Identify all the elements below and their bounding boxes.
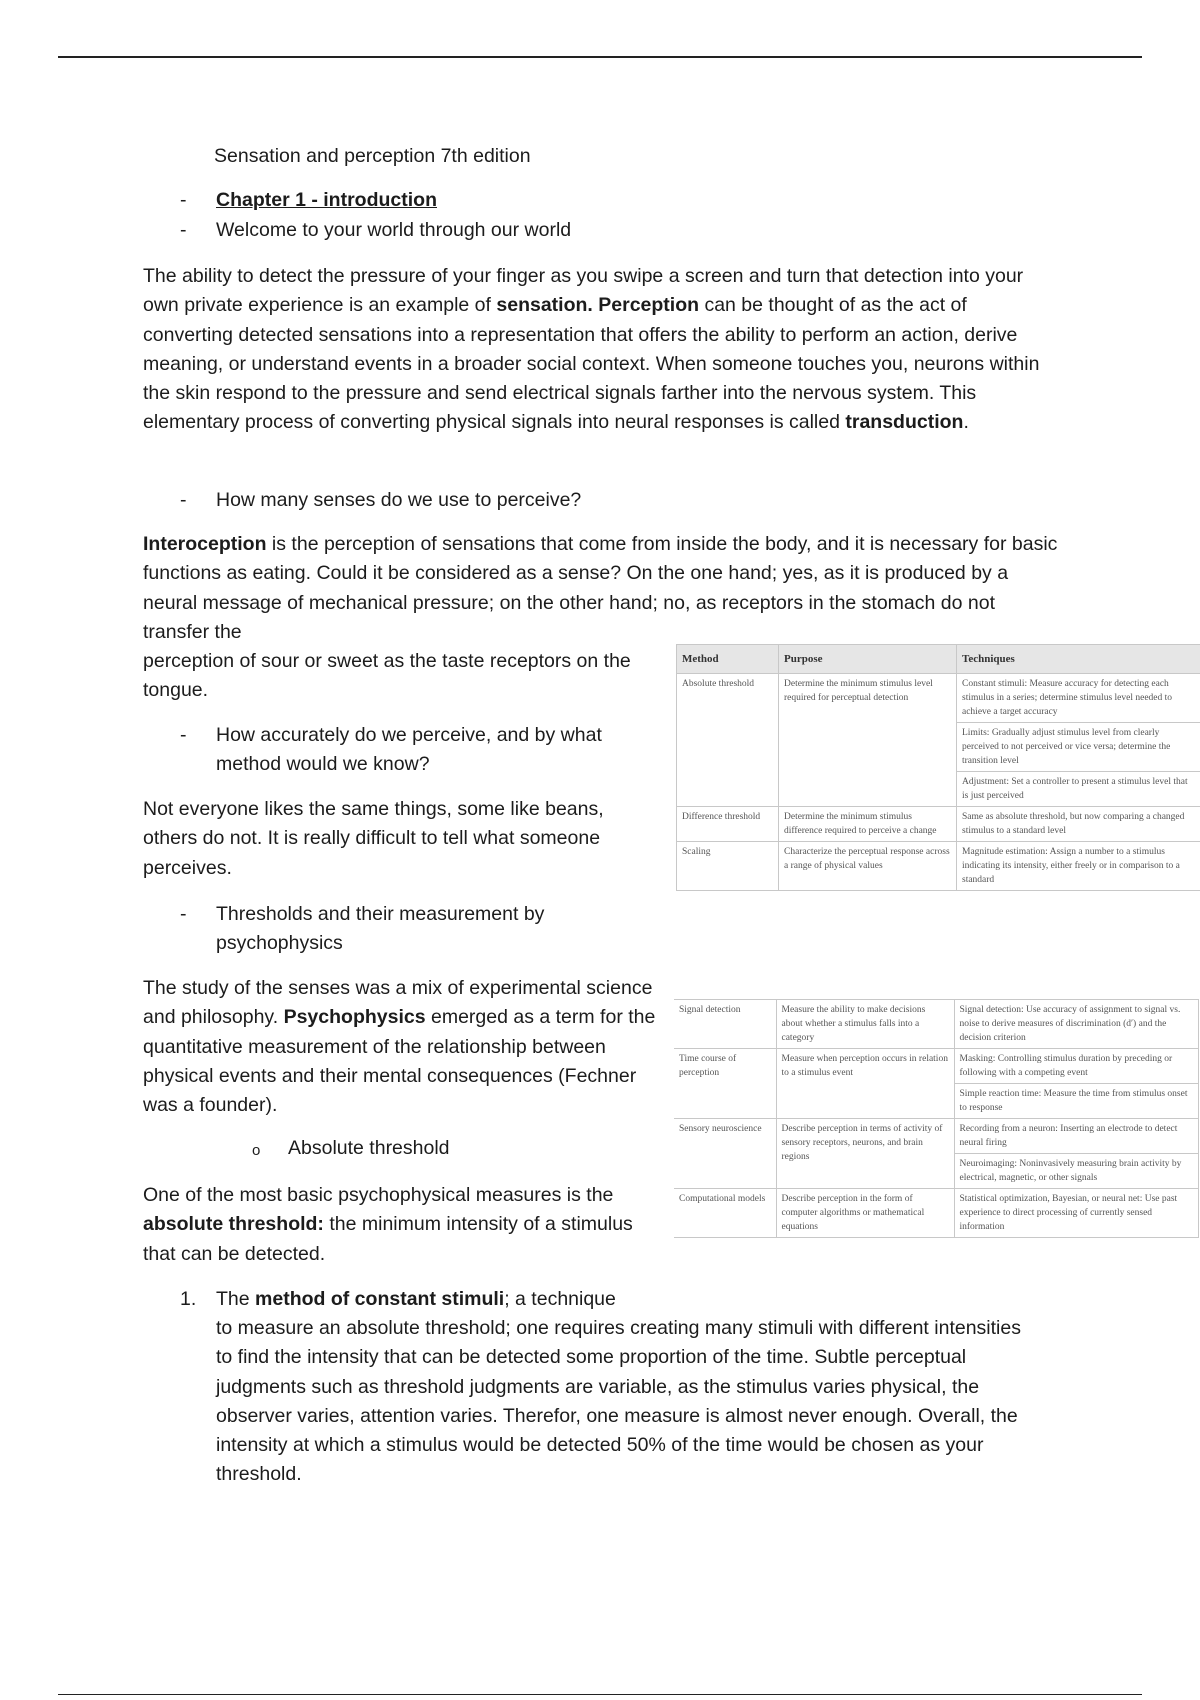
table-cell-technique: Neuroimaging: Noninvasively measuring brain activity by electrical, magnetic, or other signals xyxy=(954,1154,1198,1189)
list-item-constant-stimuli-body: to measure an absolute threshold; one requires creating many stimuli with different intensities to find the intensity that can be detected some proportion of the time. Subtle perceptual judgments such as threshold judgments are variable, as the stimulus varies physical, the observer varies, attention varies. Therefor, one measure is almost never enough. Overall, the intensity at which a stimulus would be detected 50% of the time would be chosen as your threshold. xyxy=(216,1317,1021,1486)
question-accuracy: How accurately do we perceive, and by what method would we know? xyxy=(216,724,602,776)
table-cell-purpose: Determine the minimum stimulus level required for perceptual detection xyxy=(779,674,957,807)
paragraph-interoception-cont: perception of sour or sweet as the taste receptors on the tongue. xyxy=(143,650,631,702)
bullet-dash: - xyxy=(180,724,187,746)
methods-table-bottom xyxy=(674,999,1199,1238)
table-cell-purpose: Describe perception in the form of computer algorithms or mathematical equations xyxy=(776,1189,954,1238)
table-cell-method: Sensory neuroscience xyxy=(674,1119,776,1189)
table-header-row xyxy=(677,645,1200,674)
table-row xyxy=(677,842,1200,891)
table-row xyxy=(674,1119,1198,1154)
table-cell-technique: Simple reaction time: Measure the time from stimulus onset to response xyxy=(954,1084,1198,1119)
table-row xyxy=(677,807,1200,842)
bullet-dash: - xyxy=(180,219,187,241)
subheading-absolute-threshold: Absolute threshold xyxy=(288,1137,450,1159)
paragraph-psychophysics: The study of the senses was a mix of experimental science and philosophy. Psychophysics emerged as a term for the quantitative measurement of the relationship between physical events and their mental consequences (Fechner was a founder). xyxy=(143,977,656,1117)
question-thresholds: Thresholds and their measurement by psychophysics xyxy=(216,903,545,955)
list-item-constant-stimuli-lead: The method of constant stimuli; a technique xyxy=(216,1288,616,1310)
bottom-rule xyxy=(58,1694,1142,1695)
table-cell-technique: Constant stimuli: Measure accuracy for detecting each stimulus in a series; determine stimulus level needed to achieve a target accuracy xyxy=(957,674,1200,723)
table-row xyxy=(674,1000,1198,1049)
table-cell-method: Absolute threshold xyxy=(677,674,779,807)
table-cell-technique: Signal detection: Use accuracy of assignment to signal vs. noise to derive measures of discrimination (d′) and the decision criterion xyxy=(954,1000,1198,1049)
paragraph-interoception: Interoception is the perception of sensations that come from inside the body, and it is necessary for basic functions as eating. Could it be considered as a sense? On the one hand; yes, as it is produced by a neural message of mechanical pressure; on the other hand; no, as receptors in the stomach do not transfer the xyxy=(143,533,1058,643)
paragraph-sensation: The ability to detect the pressure of your finger as you swipe a screen and turn that detection into your own private experience is an example of sensation. Perception can be thought of as the act of converting detected sensations into a representation that offers the ability to perform an action, derive meaning, or understand events in a broader social context. When someone touches you, neurons within the skin respond to the pressure and send electrical signals farther into the nervous system. This elementary process of converting physical signals into neural responses is called transduction. xyxy=(143,265,1040,434)
table-cell-technique: Recording from a neuron: Inserting an electrode to detect neural firing xyxy=(954,1119,1198,1154)
table-cell-technique: Adjustment: Set a controller to present a stimulus level that is just perceived xyxy=(957,772,1200,807)
table-cell-technique: Limits: Gradually adjust stimulus level from clearly perceived to not perceived or vice versa; determine the transition level xyxy=(957,723,1200,772)
table-cell-purpose: Measure the ability to make decisions about whether a stimulus falls into a category xyxy=(776,1000,954,1049)
table-cell-technique: Same as absolute threshold, but now comparing a changed stimulus to a standard level xyxy=(957,807,1200,842)
bullet-dash: - xyxy=(180,189,187,211)
welcome-line: Welcome to your world through our world xyxy=(216,219,572,241)
table-cell-purpose: Describe perception in terms of activity of sensory receptors, neurons, and brain regions xyxy=(776,1119,954,1189)
table-cell-method: Signal detection xyxy=(674,1000,776,1049)
table-cell-technique: Magnitude estimation: Assign a number to a stimulus indicating its intensity, either freely or in comparison to a standard xyxy=(957,842,1200,891)
paragraph-preferences: Not everyone likes the same things, some like beans, others do not. It is really difficult to tell what someone perceives. xyxy=(143,798,604,879)
methods-table-top xyxy=(676,644,1200,891)
table-cell-purpose: Measure when perception occurs in relation to a stimulus event xyxy=(776,1049,954,1119)
document-title: Sensation and perception 7th edition xyxy=(214,145,531,167)
table-cell-method: Time course of perception xyxy=(674,1049,776,1119)
top-rule xyxy=(58,56,1142,58)
table-cell-method: Difference threshold xyxy=(677,807,779,842)
table-cell-technique: Statistical optimization, Bayesian, or neural net: Use past experience to direct processing of currently sensed information xyxy=(954,1189,1198,1238)
table-cell-purpose: Determine the minimum stimulus difference required to perceive a change xyxy=(779,807,957,842)
bullet-dash: - xyxy=(180,903,187,925)
table-header: Method xyxy=(677,645,779,674)
table-cell-purpose: Characterize the perceptual response across a range of physical values xyxy=(779,842,957,891)
table-cell-method: Computational models xyxy=(674,1189,776,1238)
table-header: Purpose xyxy=(779,645,957,674)
table-cell-method: Scaling xyxy=(677,842,779,891)
table-row xyxy=(677,674,1200,723)
list-number: 1. xyxy=(180,1288,197,1310)
bullet-dash: - xyxy=(180,489,187,511)
question-senses: How many senses do we use to perceive? xyxy=(216,489,582,511)
table-row xyxy=(674,1189,1198,1238)
table-header: Techniques xyxy=(957,645,1200,674)
bullet-circle: o xyxy=(252,1142,261,1159)
table-row xyxy=(674,1049,1198,1084)
paragraph-absolute-threshold: One of the most basic psychophysical measures is the absolute threshold: the minimum intensity of a stimulus that can be detected. xyxy=(143,1184,633,1265)
chapter-heading: Chapter 1 - introduction xyxy=(216,189,437,211)
table-cell-technique: Masking: Controlling stimulus duration by preceding or following with a competing event xyxy=(954,1049,1198,1084)
